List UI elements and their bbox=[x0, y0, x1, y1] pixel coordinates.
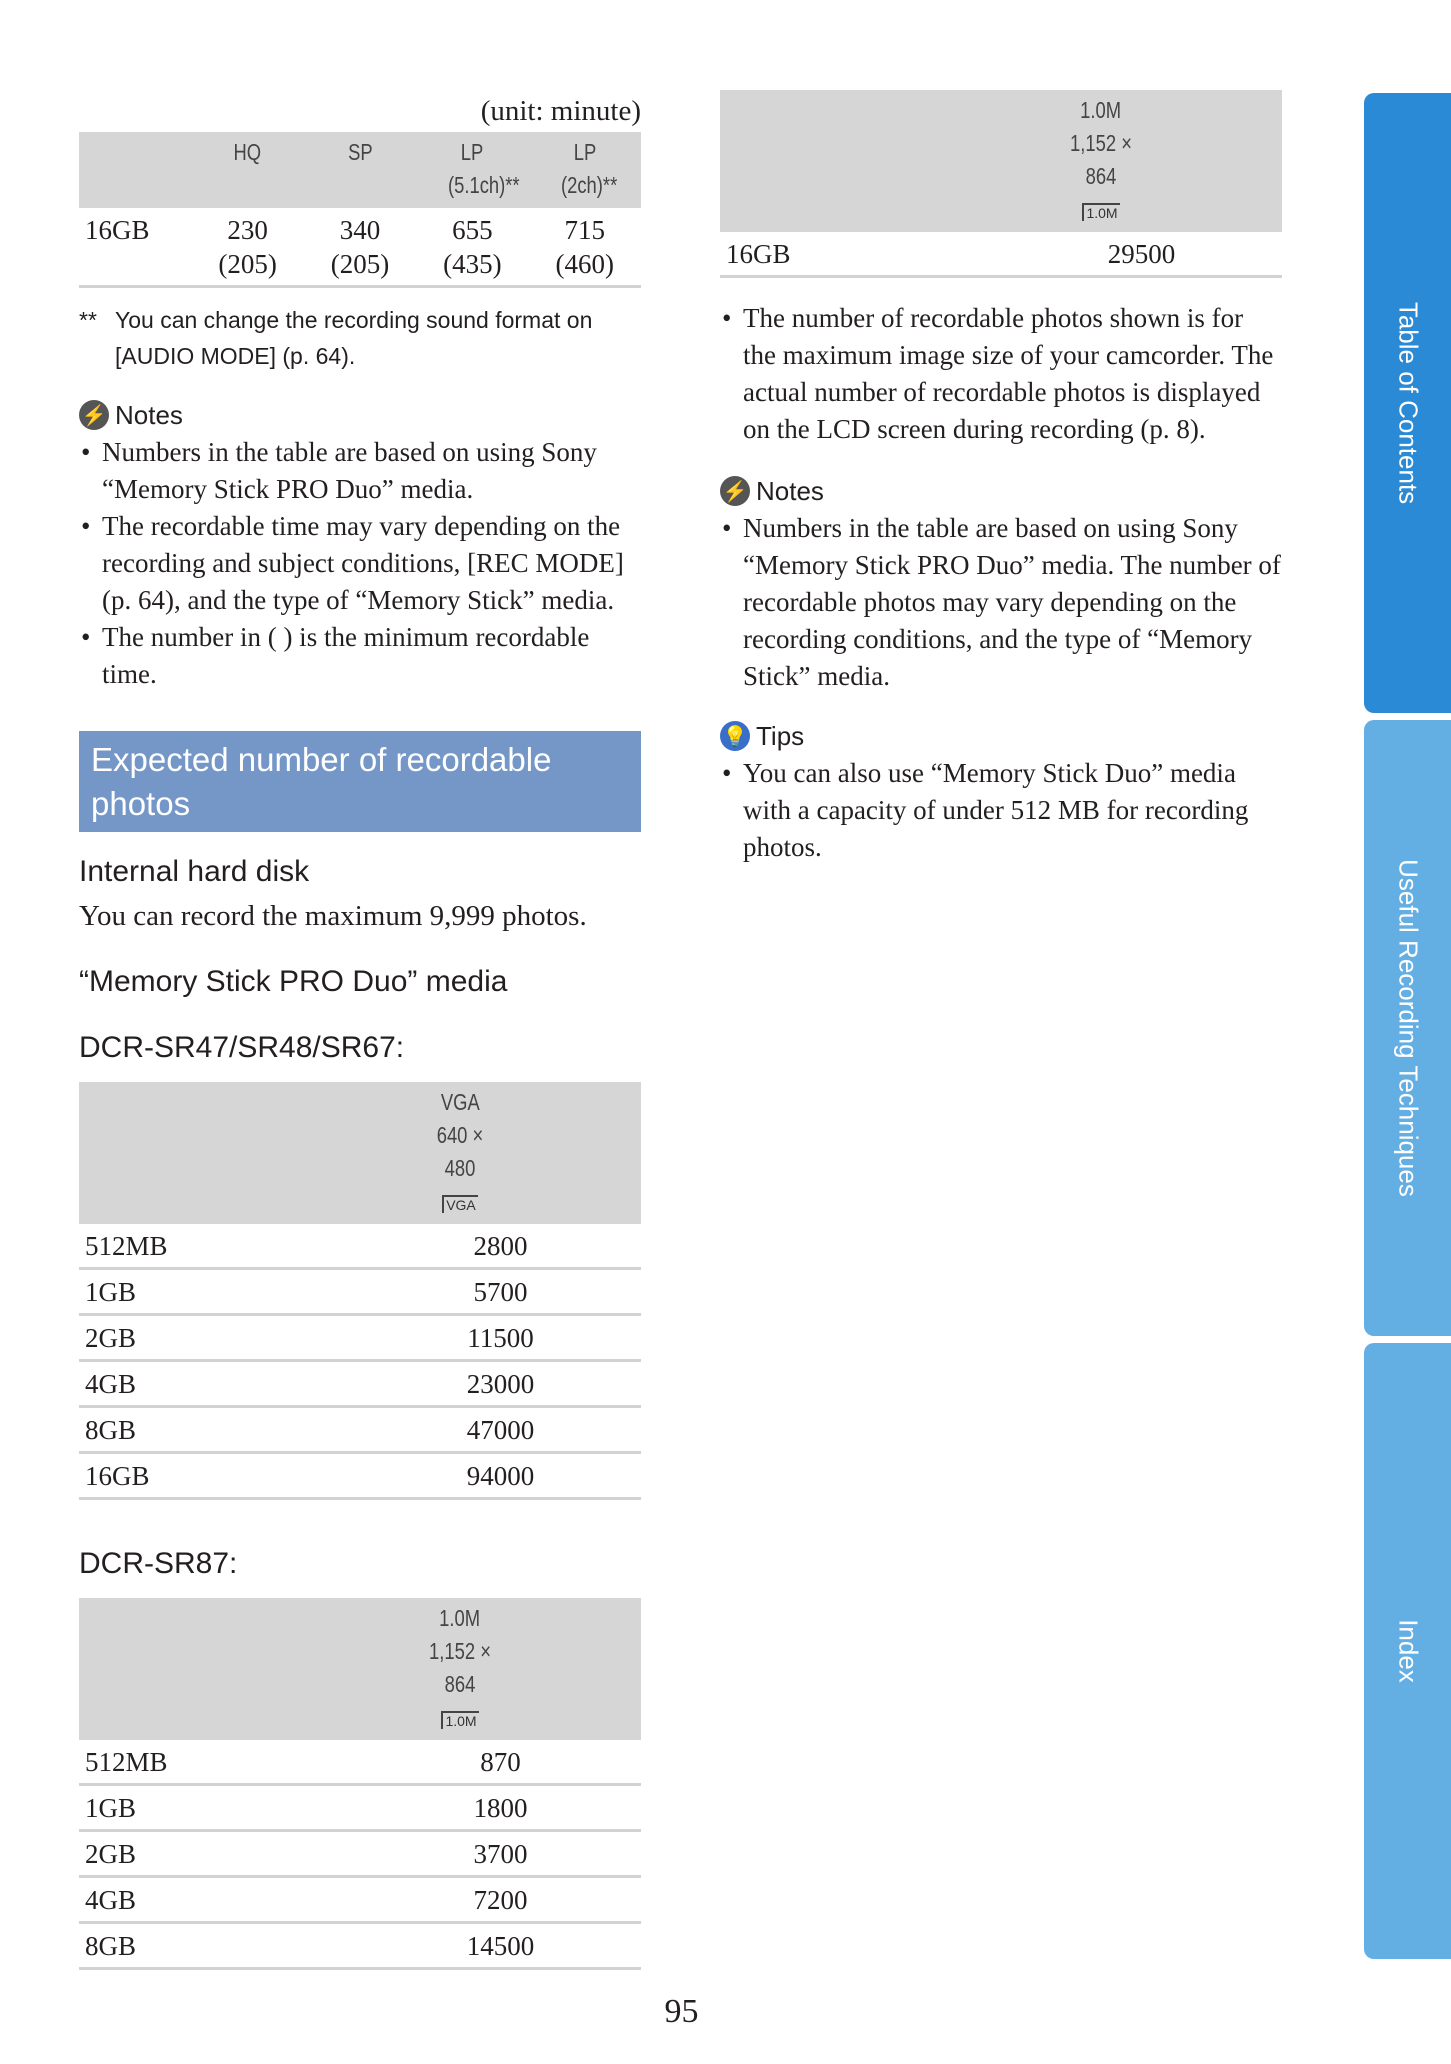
value-cell: 230 (205) bbox=[191, 208, 303, 287]
table-row bbox=[79, 1224, 641, 1269]
page-number: 95 bbox=[664, 1993, 699, 2030]
table-row bbox=[79, 1361, 641, 1407]
capacity-cell: 16GB bbox=[720, 232, 1001, 277]
table-header-cell: SP bbox=[304, 132, 416, 208]
value-cell: 14500 bbox=[360, 1923, 641, 1969]
left-column bbox=[79, 90, 641, 1970]
value-cell: 340 (205) bbox=[304, 208, 416, 287]
image-size-icon: 1.0M bbox=[1082, 203, 1119, 221]
table-header-cell bbox=[79, 1598, 360, 1740]
list-item: • Numbers in the table are based on using Sony “Memory Stick PRO Duo” media. bbox=[79, 434, 641, 508]
notes-heading: ⚡ Notes bbox=[79, 396, 641, 434]
info-list bbox=[720, 300, 1282, 448]
table-header-row bbox=[79, 1082, 641, 1224]
value-cell: 3700 bbox=[360, 1831, 641, 1877]
capacity-cell: 4GB bbox=[79, 1877, 360, 1923]
notes-heading: ⚡ Notes bbox=[720, 472, 1282, 510]
table-header-row bbox=[720, 90, 1282, 232]
table-header-cell: 1.0M 1,152 × 864 1.0M bbox=[360, 1598, 641, 1740]
table-header-cell: 1.0M 1,152 × 864 1.0M bbox=[1001, 90, 1282, 232]
photos-table-16gb bbox=[720, 90, 1282, 278]
tab-index[interactable]: Index bbox=[1364, 1343, 1451, 1959]
capacity-cell: 1GB bbox=[79, 1269, 360, 1315]
table-header-cell bbox=[79, 1082, 360, 1224]
table-row bbox=[79, 1315, 641, 1361]
value-cell: 2800 bbox=[360, 1224, 641, 1269]
value-cell: 29500 bbox=[1001, 232, 1282, 277]
value-cell: 1800 bbox=[360, 1785, 641, 1831]
value-cell: 11500 bbox=[360, 1315, 641, 1361]
capacity-cell: 16GB bbox=[79, 1453, 360, 1499]
right-column bbox=[720, 90, 1282, 866]
unit-label: (unit: minute) bbox=[480, 95, 641, 127]
capacity-cell: 1GB bbox=[79, 1785, 360, 1831]
image-size-icon: VGA bbox=[442, 1195, 478, 1213]
footnote: ** You can change the recording sound format on [AUDIO MODE] (p. 64). bbox=[79, 307, 593, 369]
table-header-cell: HQ bbox=[191, 132, 303, 208]
table-header-cell: VGA 640 × 480 VGA bbox=[360, 1082, 641, 1224]
capacity-cell: 4GB bbox=[79, 1361, 360, 1407]
value-cell: 5700 bbox=[360, 1269, 641, 1315]
value-cell: 47000 bbox=[360, 1407, 641, 1453]
table-row bbox=[79, 1407, 641, 1453]
lightbulb-icon: 💡 bbox=[720, 721, 750, 751]
value-cell: 7200 bbox=[360, 1877, 641, 1923]
media-heading: “Memory Stick PRO Duo” media bbox=[79, 965, 508, 998]
internal-disk-text: You can record the maximum 9,999 photos. bbox=[79, 900, 587, 932]
value-cell: 23000 bbox=[360, 1361, 641, 1407]
model-heading: DCR-SR87: bbox=[79, 1547, 238, 1580]
photos-table-sr87 bbox=[79, 1598, 641, 1970]
value-cell: 870 bbox=[360, 1740, 641, 1785]
list-item: • The number in ( ) is the minimum recordable time. bbox=[79, 619, 641, 693]
capacity-cell: 8GB bbox=[79, 1923, 360, 1969]
capacity-cell: 512MB bbox=[79, 1740, 360, 1785]
table-header-cell bbox=[720, 90, 1001, 232]
table-row bbox=[79, 208, 641, 287]
table-header-cell bbox=[79, 132, 191, 208]
notes-icon: ⚡ bbox=[720, 476, 750, 506]
table-header-row bbox=[79, 1598, 641, 1740]
table-row bbox=[79, 1740, 641, 1785]
notes-list bbox=[720, 510, 1282, 695]
notes-icon: ⚡ bbox=[79, 400, 109, 430]
tips-heading: 💡 Tips bbox=[720, 717, 1282, 755]
notes-list bbox=[79, 434, 641, 693]
recording-time-table bbox=[79, 132, 641, 288]
value-cell: 655 (435) bbox=[416, 208, 528, 287]
tips-list bbox=[720, 755, 1282, 866]
capacity-cell: 2GB bbox=[79, 1831, 360, 1877]
tab-useful-recording-techniques[interactable]: Useful Recording Techniques bbox=[1364, 720, 1451, 1336]
internal-disk-heading: Internal hard disk bbox=[79, 855, 310, 888]
table-row bbox=[79, 1269, 641, 1315]
table-row bbox=[79, 1877, 641, 1923]
table-row bbox=[79, 1453, 641, 1499]
list-item: • Numbers in the table are based on using Sony “Memory Stick PRO Duo” media. The number of recordable photos may vary depending on the recording conditions, and the type of “Memory Stick” media. bbox=[720, 510, 1282, 695]
image-size-icon: 1.0M bbox=[441, 1711, 478, 1729]
value-cell: 94000 bbox=[360, 1453, 641, 1499]
table-row bbox=[720, 232, 1282, 277]
photos-table-sr47 bbox=[79, 1082, 641, 1500]
list-item: • You can also use “Memory Stick Duo” media with a capacity of under 512 MB for recording photos. bbox=[720, 755, 1282, 866]
list-item: • The recordable time may vary depending on the recording and subject conditions, [REC MODE] (p. 64), and the type of “Memory Stick” media. bbox=[79, 508, 641, 619]
tab-table-of-contents[interactable]: Table of Contents bbox=[1364, 93, 1451, 713]
model-heading: DCR-SR47/SR48/SR67: bbox=[79, 1031, 405, 1064]
value-cell: 715 (460) bbox=[529, 208, 641, 287]
capacity-cell: 16GB bbox=[79, 208, 191, 287]
table-header-cell: LP (2ch)** bbox=[529, 132, 641, 208]
table-row bbox=[79, 1785, 641, 1831]
list-item: • The number of recordable photos shown is for the maximum image size of your camcorder. The actual number of recordable photos is displayed on the LCD screen during recording (p. 8). bbox=[720, 300, 1282, 448]
table-header-cell: LP (5.1ch)** bbox=[416, 132, 528, 208]
capacity-cell: 8GB bbox=[79, 1407, 360, 1453]
table-row bbox=[79, 1923, 641, 1969]
capacity-cell: 512MB bbox=[79, 1224, 360, 1269]
section-heading: Expected number of recordable photos bbox=[79, 731, 641, 832]
table-row bbox=[79, 1831, 641, 1877]
table-header-row bbox=[79, 132, 641, 208]
capacity-cell: 2GB bbox=[79, 1315, 360, 1361]
